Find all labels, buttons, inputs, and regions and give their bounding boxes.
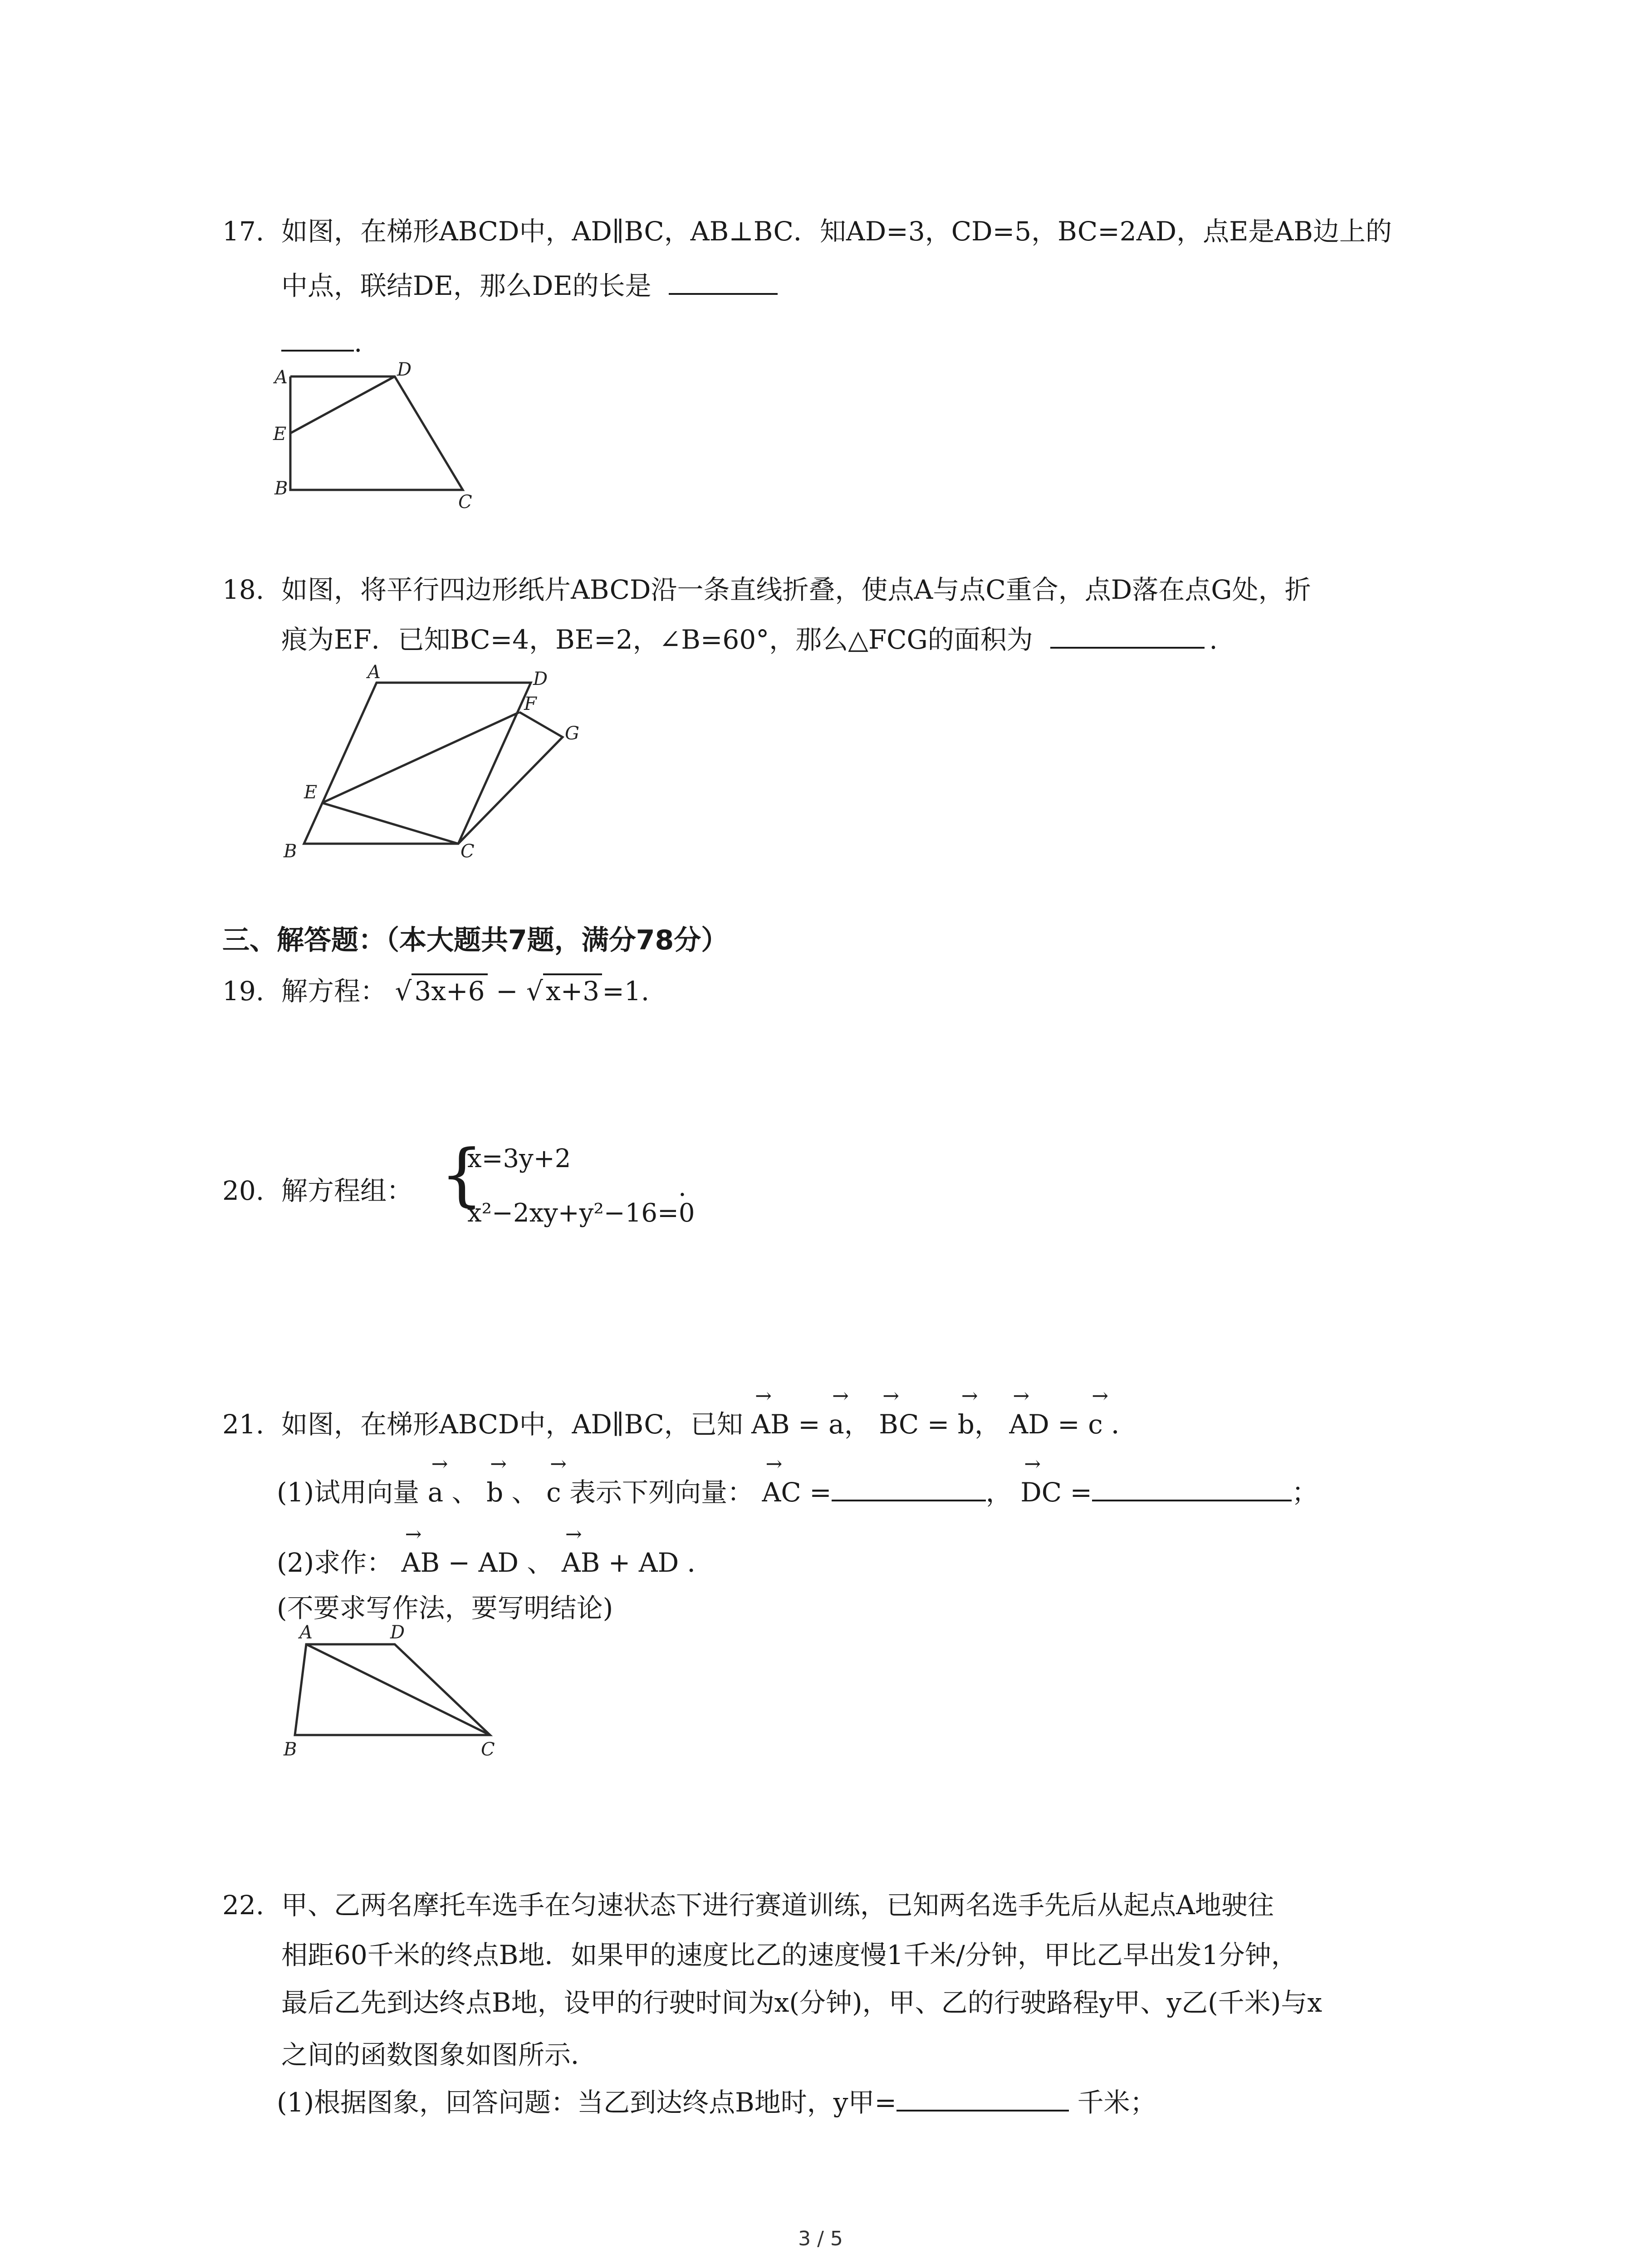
q21-vector-a: → a bbox=[828, 1399, 844, 1449]
q21-figure bbox=[281, 1622, 499, 1760]
q21-diagonal-ac bbox=[306, 1644, 490, 1735]
q21-label-c: C bbox=[481, 1739, 495, 1760]
q17-label-d: D bbox=[397, 359, 412, 380]
q18-label-f: F bbox=[524, 694, 537, 714]
q18-label-e: E bbox=[304, 782, 318, 803]
q20-eq1: x=3y+2 bbox=[467, 1144, 571, 1173]
q17-line2 bbox=[281, 261, 778, 311]
q18-label-c: C bbox=[460, 841, 475, 862]
q18-label-a: A bbox=[367, 662, 381, 683]
q21-vector-bc: → BC bbox=[879, 1399, 919, 1449]
q21-line1: 21. 如图，在梯形ABCD中，AD∥BC，已知 → AB = → a， → BC = → b， → AD = → c ． bbox=[222, 1399, 1137, 1449]
q21-part2-expr2: → AB + AD bbox=[562, 1538, 679, 1588]
q21-part2: (2)求作： → AB − AD 、 → AB + AD ． bbox=[277, 1538, 714, 1588]
q17-answer-blank-a[interactable] bbox=[669, 267, 778, 295]
q21-vector-b: → b bbox=[958, 1399, 975, 1449]
q21-part1-vec-dc: → DC bbox=[1020, 1467, 1062, 1517]
q17-period: . bbox=[354, 327, 362, 358]
sqrt-icon: √ bbox=[526, 976, 543, 1007]
q21-number: 21. bbox=[222, 1409, 265, 1440]
q22-text-line1: 甲、乙两名摩托车选手在匀速状态下进行赛道训练，已知两名选手先后从起点A地驶往 bbox=[281, 1890, 1274, 1921]
q17-figure bbox=[272, 359, 499, 513]
q21-label-b: B bbox=[284, 1739, 297, 1760]
q17-answer-blank-b[interactable] bbox=[281, 323, 354, 352]
q18-figure bbox=[272, 662, 590, 871]
q20-eq2: x²−2xy+y²−16=0 bbox=[467, 1198, 695, 1228]
q21-label-d: D bbox=[390, 1622, 405, 1643]
q22-line5 bbox=[277, 2077, 1156, 2127]
q21-part3: (不要求写作法，要写明结论) bbox=[277, 1593, 613, 1623]
q21-part1-vec-a: → a bbox=[428, 1467, 444, 1517]
q17-number: 17. bbox=[222, 216, 265, 247]
q18-label-d: D bbox=[533, 669, 548, 689]
section3-heading: 三、解答题：（本大题共7题，满分78分） bbox=[222, 924, 729, 956]
q21-part2-prefix: (2)求作： bbox=[277, 1547, 393, 1578]
q22-line1 bbox=[222, 1880, 1274, 1930]
q21-part1-vec-c: → c bbox=[546, 1467, 561, 1517]
q21-vector-c: → c bbox=[1088, 1399, 1102, 1449]
q17-line3 bbox=[281, 318, 362, 367]
q17-line1 bbox=[222, 206, 1392, 256]
q18-label-g: G bbox=[565, 723, 579, 744]
q20-line bbox=[222, 1166, 413, 1216]
q22-text-line2: 相距60千米的终点B地．如果甲的速度比乙的速度慢1千米/分钟，甲比乙早出发1分钟， bbox=[281, 1940, 1298, 1970]
q21-part2-expr1: → AB − AD bbox=[402, 1538, 519, 1588]
q21-vector-ab: → AB bbox=[751, 1399, 790, 1449]
q19-radicand-2: x+3 bbox=[543, 973, 602, 1007]
q21-vector-ad: → AD bbox=[1009, 1399, 1049, 1449]
q21-part1-vec-b: → b bbox=[486, 1467, 503, 1517]
q18-line1 bbox=[222, 565, 1311, 615]
q21-text-line1: 如图，在梯形ABCD中，AD∥BC，已知 bbox=[281, 1409, 743, 1440]
q18-text-line1: 如图，将平行四边形纸片ABCD沿一条直线折叠，使点A与点C重合，点D落在点G处，折 bbox=[281, 574, 1311, 605]
q20-suffix: . bbox=[678, 1173, 686, 1202]
q18-number: 18. bbox=[222, 574, 265, 605]
q17-label-c: C bbox=[458, 492, 472, 513]
q21-part1-prefix: (1)试用向量 bbox=[277, 1477, 420, 1508]
q17-text-line1: 如图，在梯形ABCD中，AD∥BC，AB⊥BC．知AD=3，CD=5，BC=2AD，点E是AB边上的 bbox=[281, 216, 1392, 247]
q21-part1-mid: 表示下列向量： bbox=[569, 1477, 754, 1508]
q19-radicand-1: 3x+6 bbox=[411, 973, 487, 1007]
q17-label-b: B bbox=[274, 478, 288, 499]
left-brace-icon: { bbox=[440, 1135, 484, 1214]
q20-prefix: 解方程组： bbox=[281, 1175, 413, 1206]
q17-text-line2: 中点，联结DE，那么DE的长是 bbox=[281, 270, 652, 301]
q22-text-line5a: (1)根据图象，回答问题：当乙到达终点B地时，y甲= bbox=[277, 2087, 897, 2118]
q20-number: 20. bbox=[222, 1175, 265, 1206]
q17-segment-de bbox=[290, 376, 395, 433]
q22-answer-blank[interactable] bbox=[896, 2083, 1069, 2112]
q19-suffix: =1. bbox=[602, 976, 650, 1007]
q19-minus: − bbox=[495, 976, 518, 1007]
q17-label-a: A bbox=[274, 367, 288, 388]
q21-part1: (1)试用向量 → a 、 → b 、 → c 表示下列向量： → AC = ， → DC = ； bbox=[277, 1467, 1318, 1517]
q18-fold-ef bbox=[322, 712, 519, 803]
q17-label-e: E bbox=[273, 424, 287, 445]
q18-segment-ec bbox=[322, 803, 458, 844]
q18-parallelogram bbox=[304, 683, 531, 844]
q19-line bbox=[222, 966, 649, 1016]
q22-text-line5b: 千米； bbox=[1077, 2087, 1156, 2118]
page-number: 3 / 5 bbox=[798, 2227, 843, 2250]
q18-text-line2: 痕为EF．已知BC=4，BE=2，∠B=60°，那么△FCG的面积为 bbox=[281, 624, 1033, 655]
q22-number: 22. bbox=[222, 1890, 265, 1921]
q21-part1-vec-ac: → AC bbox=[762, 1467, 801, 1517]
q18-answer-blank[interactable] bbox=[1050, 621, 1205, 649]
q21-answer-dc-blank[interactable] bbox=[1092, 1473, 1292, 1501]
sqrt-icon: √ bbox=[395, 976, 412, 1007]
q22-text-line4: 之间的函数图象如图所示． bbox=[281, 2039, 598, 2070]
q21-answer-ac-blank[interactable] bbox=[832, 1473, 986, 1501]
q19-prefix: 解方程： bbox=[281, 976, 387, 1007]
q18-line2 bbox=[281, 615, 1218, 665]
q18-label-b: B bbox=[284, 841, 297, 862]
q21-label-a: A bbox=[299, 1622, 313, 1643]
q19-number: 19. bbox=[222, 976, 265, 1007]
q18-period: . bbox=[1209, 624, 1218, 655]
q17-trapezoid bbox=[290, 376, 463, 490]
q22-text-line3: 最后乙先到达终点B地，设甲的行驶时间为x(分钟)，甲、乙的行驶路程y甲、y乙(千米)与x bbox=[281, 1987, 1323, 2018]
